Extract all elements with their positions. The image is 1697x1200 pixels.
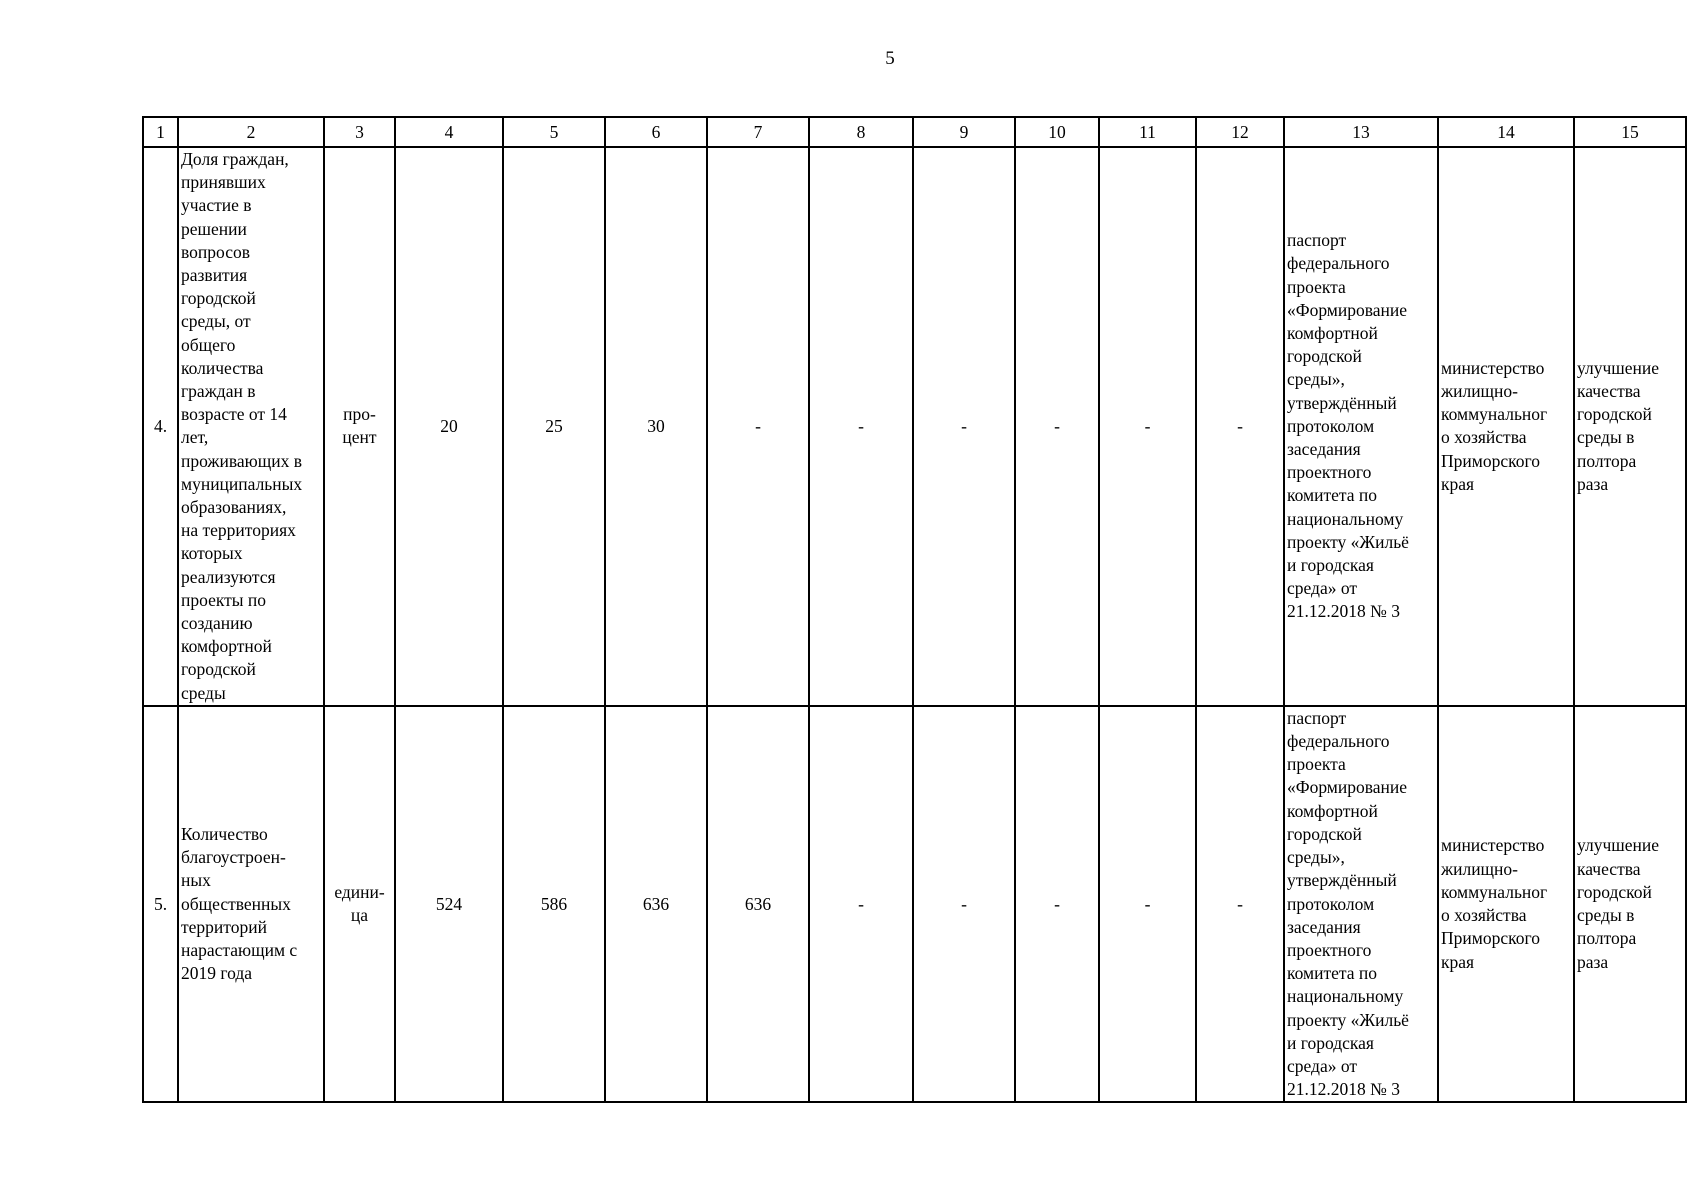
page-number: 5 [885,48,895,69]
header-cell: 3 [324,117,395,147]
header-cell: 7 [707,117,809,147]
value-cell: 30 [605,147,707,706]
header-cell: 5 [503,117,605,147]
value-cell: - [1099,706,1196,1102]
value-cell: - [1015,147,1099,706]
table-header-row [143,117,1686,147]
source-text: паспорт федерального проекта «Формирование комфортной городской среды», утверждённый протоколом заседания проектного комитета по национальному проекту «Жильё и городская среда» от 21.12.2018 № 3 [1287,230,1409,622]
header-cell: 10 [1015,117,1099,147]
source-text: паспорт федерального проекта «Формирование комфортной городской среды», утверждённый протоколом заседания проектного комитета по национальному проекту «Жильё и городская среда» от 21.12.2018 № 3 [1287,707,1409,1100]
value-cell: - [809,706,913,1102]
value-cell: - [1196,706,1284,1102]
indicator-cell [178,147,324,706]
value-cell: 636 [707,706,809,1102]
unit-cell [324,706,395,1102]
header-cell: 9 [913,117,1015,147]
goal-text: улучшение качества городской среды в полтора раза [1577,357,1660,494]
header-cell: 6 [605,117,707,147]
header-cell: 11 [1099,117,1196,147]
indicator-text: Доля граждан, принявших участие в решении вопросов развития городской среды, от общего количества граждан в возрасте от 14 лет, проживающих в муниципальных образованиях, на территориях которых реализуются проекты по созданию комфортной городской среды [181,149,303,703]
goal-text: улучшение качества городской среды в полтора раза [1577,835,1660,972]
responsible-cell [1438,706,1574,1102]
value-cell: - [1099,147,1196,706]
unit-text: едини- ца [334,881,385,926]
indicator-cell [178,706,324,1102]
goal-cell [1574,147,1686,706]
value-cell: 25 [503,147,605,706]
header-cell: 13 [1284,117,1438,147]
value-cell: - [809,147,913,706]
value-cell: 636 [605,706,707,1102]
responsible-cell [1438,147,1574,706]
table-row [143,706,1686,1102]
header-cell: 14 [1438,117,1574,147]
row-number-cell: 5. [143,706,178,1102]
responsible-text: министерство жилищно- коммунальног о хозяйства Приморского края [1441,357,1548,494]
indicator-text: Количество благоустроен- ных общественных территорий нарастающим с 2019 года [181,823,298,984]
row-number-cell: 4. [143,147,178,706]
indicators-table [142,116,1687,1103]
header-cell: 15 [1574,117,1686,147]
unit-text: про- цент [342,404,377,448]
source-cell [1284,147,1438,706]
header-cell: 2 [178,117,324,147]
unit-cell [324,147,395,706]
header-cell: 1 [143,117,178,147]
header-cell: 4 [395,117,503,147]
source-cell [1284,706,1438,1102]
table-row [143,147,1686,706]
goal-cell [1574,706,1686,1102]
value-cell: - [1015,706,1099,1102]
value-cell: 586 [503,706,605,1102]
header-cell: 12 [1196,117,1284,147]
value-cell: - [913,147,1015,706]
value-cell: - [913,706,1015,1102]
value-cell: 524 [395,706,503,1102]
header-cell: 8 [809,117,913,147]
value-cell: - [707,147,809,706]
responsible-text: министерство жилищно- коммунальног о хозяйства Приморского края [1441,835,1548,972]
value-cell: - [1196,147,1284,706]
value-cell: 20 [395,147,503,706]
